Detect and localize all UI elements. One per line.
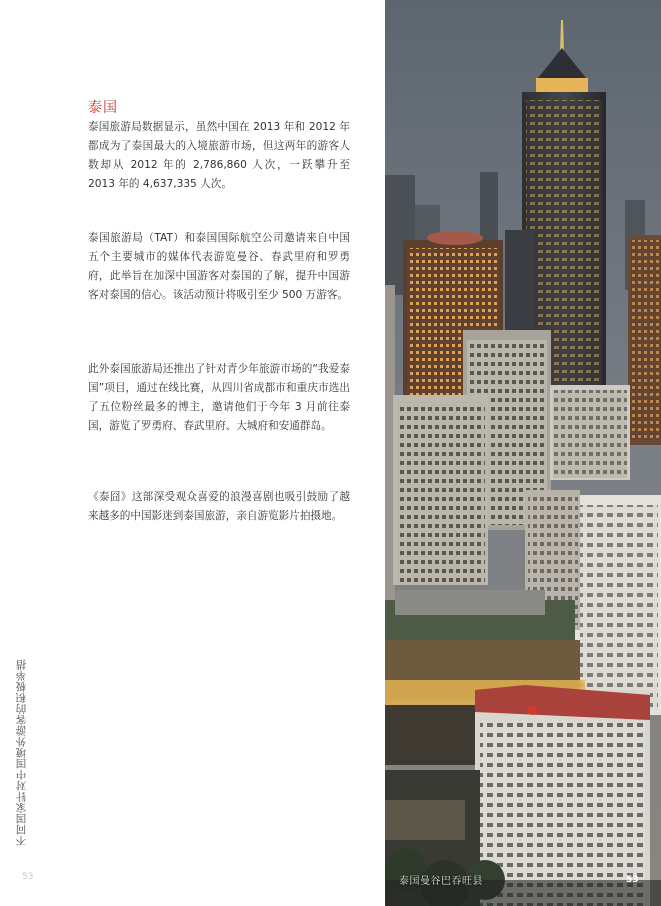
bangkok-city-photo xyxy=(385,0,661,906)
vertical-side-caption: 不同国家针对中国境外游客的积极举措 xyxy=(15,659,28,847)
paragraph-tourism-statistics: 泰国旅游局数据显示，虽然中国在 2013 年和 2012 年都成为了泰国最大的入境旅游市场，但这两年的游客人数却从 2012 年的 2,786,860 人次，一跃攀升至 2013 年的 4,637,335 人次。 xyxy=(88,121,350,190)
paragraph-i-love-thailand: 此外泰国旅游局还推出了针对青少年旅游市场的“我爱泰国”项目，通过在线比赛，从四川省成都市和重庆市选出了五位粉丝最多的博主，邀请他们于今年 3 月前往泰国，游览了罗勇府、春武里府、大城府和安通群岛。 xyxy=(88,363,350,432)
page-number-right: 53 xyxy=(626,875,639,885)
paragraph-lost-in-thailand: 《泰囧》这部深受观众喜爱的浪漫喜剧也吸引鼓励了越来越多的中国影迷到泰国旅游，亲自游览影片拍摄地。 xyxy=(88,491,350,522)
photo-caption: 泰国曼谷巴吞旺县 xyxy=(399,876,483,887)
paragraph-media-campaign: 泰国旅游局（TAT）和泰国国际航空公司邀请来自中国五个主要城市的媒体代表游览曼谷、春武里府和罗勇府，此举旨在加深中国游客对泰国的了解，提升中国游客对泰国的信心。该活动预计将吸引至少 500 万游客。 xyxy=(88,232,350,301)
section-title: 泰国 xyxy=(88,100,118,116)
page-number-left: 53 xyxy=(22,872,34,882)
